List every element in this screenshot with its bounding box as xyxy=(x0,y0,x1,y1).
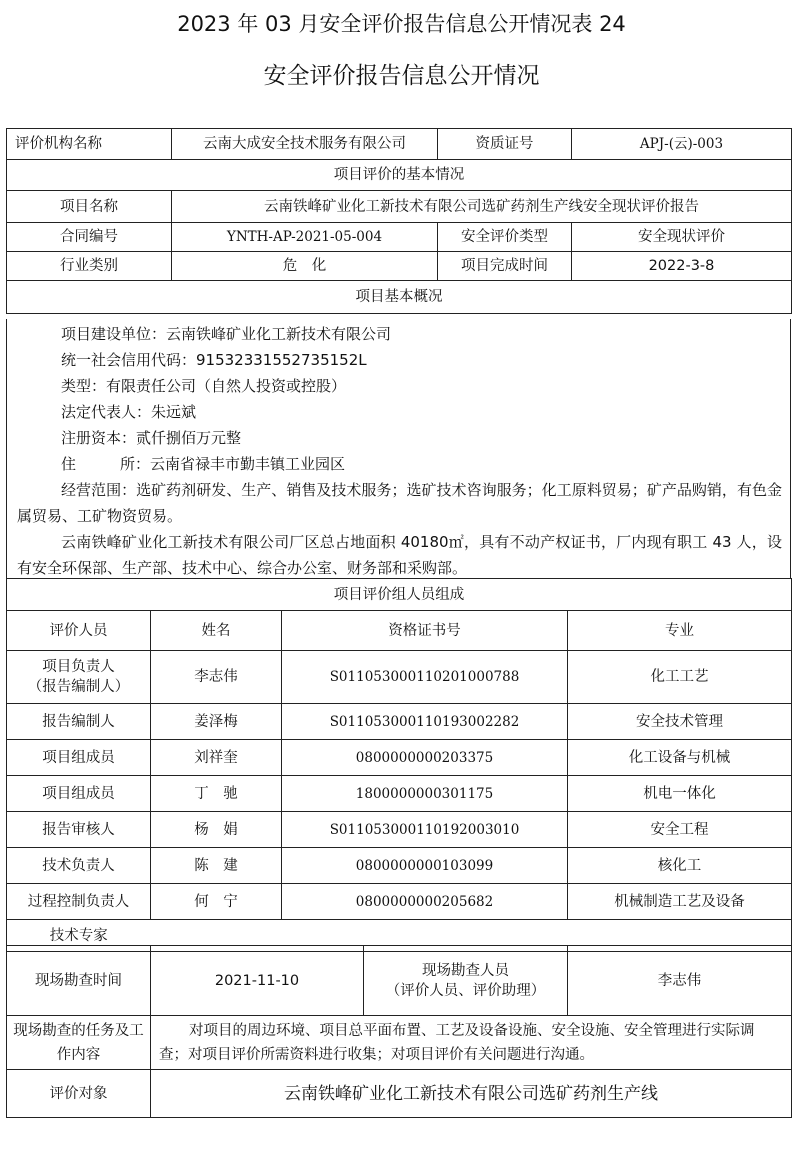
survey-staff-label-line1: 现场勘查人员 xyxy=(422,962,509,979)
project-name-label: 项目名称 xyxy=(7,191,172,223)
member-role: 报告编制人 xyxy=(7,704,151,740)
contract-label: 合同编号 xyxy=(7,223,172,252)
member-cert: S011053000110201000788 xyxy=(282,651,568,704)
member-role-line2: （报告编制人） xyxy=(27,679,130,695)
member-major: 核化工 xyxy=(568,848,792,884)
member-role: 技术负责人 xyxy=(7,848,151,884)
member-cert: 1800000000301175 xyxy=(282,776,568,812)
overview-company-type: 类型：有限责任公司（自然人投资或控股） xyxy=(61,377,347,395)
cert-label: 资质证号 xyxy=(438,129,572,160)
overview-address xyxy=(17,451,782,477)
survey-table xyxy=(6,945,792,1118)
industry-value: 危 化 xyxy=(172,252,438,281)
member-major: 机电一体化 xyxy=(568,776,792,812)
survey-time-value: 2021-11-10 xyxy=(151,946,364,1016)
member-name: 李志伟 xyxy=(151,651,282,704)
table-row xyxy=(7,812,792,848)
overview-capital: 注册资本：贰仟捌佰万元整 xyxy=(61,429,242,447)
document-title: 2023 年 03 月安全评价报告信息公开情况表 24 xyxy=(177,12,626,36)
document-subtitle: 安全评价报告信息公开情况 xyxy=(263,63,540,89)
eval-object-label: 评价对象 xyxy=(7,1070,151,1118)
expert-label: 技术专家 xyxy=(7,920,151,952)
contract-value: YNTH-AP-2021-05-004 xyxy=(172,223,438,252)
member-role-line1: 项目负责人 xyxy=(42,659,115,675)
member-cert: 0800000000205682 xyxy=(282,884,568,920)
col-header-role: 评价人员 xyxy=(7,611,151,651)
table-row xyxy=(7,884,792,920)
col-header-major: 专业 xyxy=(568,611,792,651)
member-name: 何 宁 xyxy=(151,884,282,920)
overview-credit-code: 统一社会信用代码：91532331552735152L xyxy=(61,351,367,369)
member-name: 姜泽梅 xyxy=(151,704,282,740)
table-row xyxy=(7,848,792,884)
overview-legal-rep: 法定代表人：朱远斌 xyxy=(61,403,197,421)
finish-time-value: 2022-3-8 xyxy=(572,252,792,281)
survey-staff-value: 李志伟 xyxy=(568,946,792,1016)
member-major: 化工工艺 xyxy=(568,651,792,704)
member-major: 化工设备与机械 xyxy=(568,740,792,776)
project-name-value: 云南铁峰矿业化工新技术有限公司选矿药剂生产线安全现状评价报告 xyxy=(172,191,792,223)
survey-task-value: 对项目的周边环境、项目总平面布置、工艺及设备设施、安全设施、安全管理进行实际调查；对项目评价所需资料进行收集；对项目评价有关问题进行沟通。 xyxy=(151,1016,792,1070)
org-label: 评价机构名称 xyxy=(7,129,172,160)
eval-type-value: 安全现状评价 xyxy=(572,223,792,252)
section-overview-heading: 项目基本概况 xyxy=(7,281,792,314)
overview-business-scope: 经营范围：选矿药剂研发、生产、销售及技术服务；选矿技术咨询服务；化工原料贸易；矿产品购销，有色金属贸易、工矿物资贸易。 xyxy=(17,481,782,525)
overview-address-text: 所：云南省禄丰市勤丰镇工业园区 xyxy=(120,455,346,473)
member-major: 安全工程 xyxy=(568,812,792,848)
team-table xyxy=(6,578,792,952)
basic-info-table xyxy=(6,128,792,314)
member-major: 安全技术管理 xyxy=(568,704,792,740)
member-role: 过程控制负责人 xyxy=(7,884,151,920)
survey-staff-label-line2: （评价人员、评价助理） xyxy=(385,982,546,999)
team-section-heading: 项目评价组人员组成 xyxy=(7,579,792,611)
member-role xyxy=(7,651,151,704)
table-row xyxy=(7,776,792,812)
survey-task-label: 现场勘查的任务及工作内容 xyxy=(7,1016,151,1070)
survey-staff-label xyxy=(364,946,568,1016)
member-cert: 0800000000103099 xyxy=(282,848,568,884)
finish-time-label: 项目完成时间 xyxy=(438,252,572,281)
member-role: 项目组成员 xyxy=(7,776,151,812)
cert-value: APJ-(云)-003 xyxy=(572,129,792,160)
member-cert: S011053000110192003010 xyxy=(282,812,568,848)
member-name: 陈 建 xyxy=(151,848,282,884)
overview-builder: 项目建设单位：云南铁峰矿业化工新技术有限公司 xyxy=(61,325,392,343)
overview-site-description: 云南铁峰矿业化工新技术有限公司厂区总占地面积 40180㎡，具有不动产权证书，厂内现有职工 43 人，设有安全环保部、生产部、技术中心、综合办公室、财务部和采购部。 xyxy=(17,533,782,577)
org-value: 云南大成安全技术服务有限公司 xyxy=(172,129,438,160)
member-name: 杨 娟 xyxy=(151,812,282,848)
table-row xyxy=(7,740,792,776)
member-role: 报告审核人 xyxy=(7,812,151,848)
section-basic-heading: 项目评价的基本情况 xyxy=(7,160,792,191)
overview-address-prefix: 住 xyxy=(61,455,77,473)
member-cert: S011053000110193002282 xyxy=(282,704,568,740)
member-name: 刘祥奎 xyxy=(151,740,282,776)
eval-object-value: 云南铁峰矿业化工新技术有限公司选矿药剂生产线 xyxy=(151,1070,792,1118)
col-header-cert: 资格证书号 xyxy=(282,611,568,651)
table-row xyxy=(7,704,792,740)
survey-time-label: 现场勘查时间 xyxy=(7,946,151,1016)
col-header-name: 姓名 xyxy=(151,611,282,651)
member-role: 项目组成员 xyxy=(7,740,151,776)
project-overview xyxy=(6,319,791,579)
member-name: 丁 驰 xyxy=(151,776,282,812)
member-cert: 0800000000203375 xyxy=(282,740,568,776)
eval-type-label: 安全评价类型 xyxy=(438,223,572,252)
table-row xyxy=(7,651,792,704)
industry-label: 行业类别 xyxy=(7,252,172,281)
member-major: 机械制造工艺及设备 xyxy=(568,884,792,920)
